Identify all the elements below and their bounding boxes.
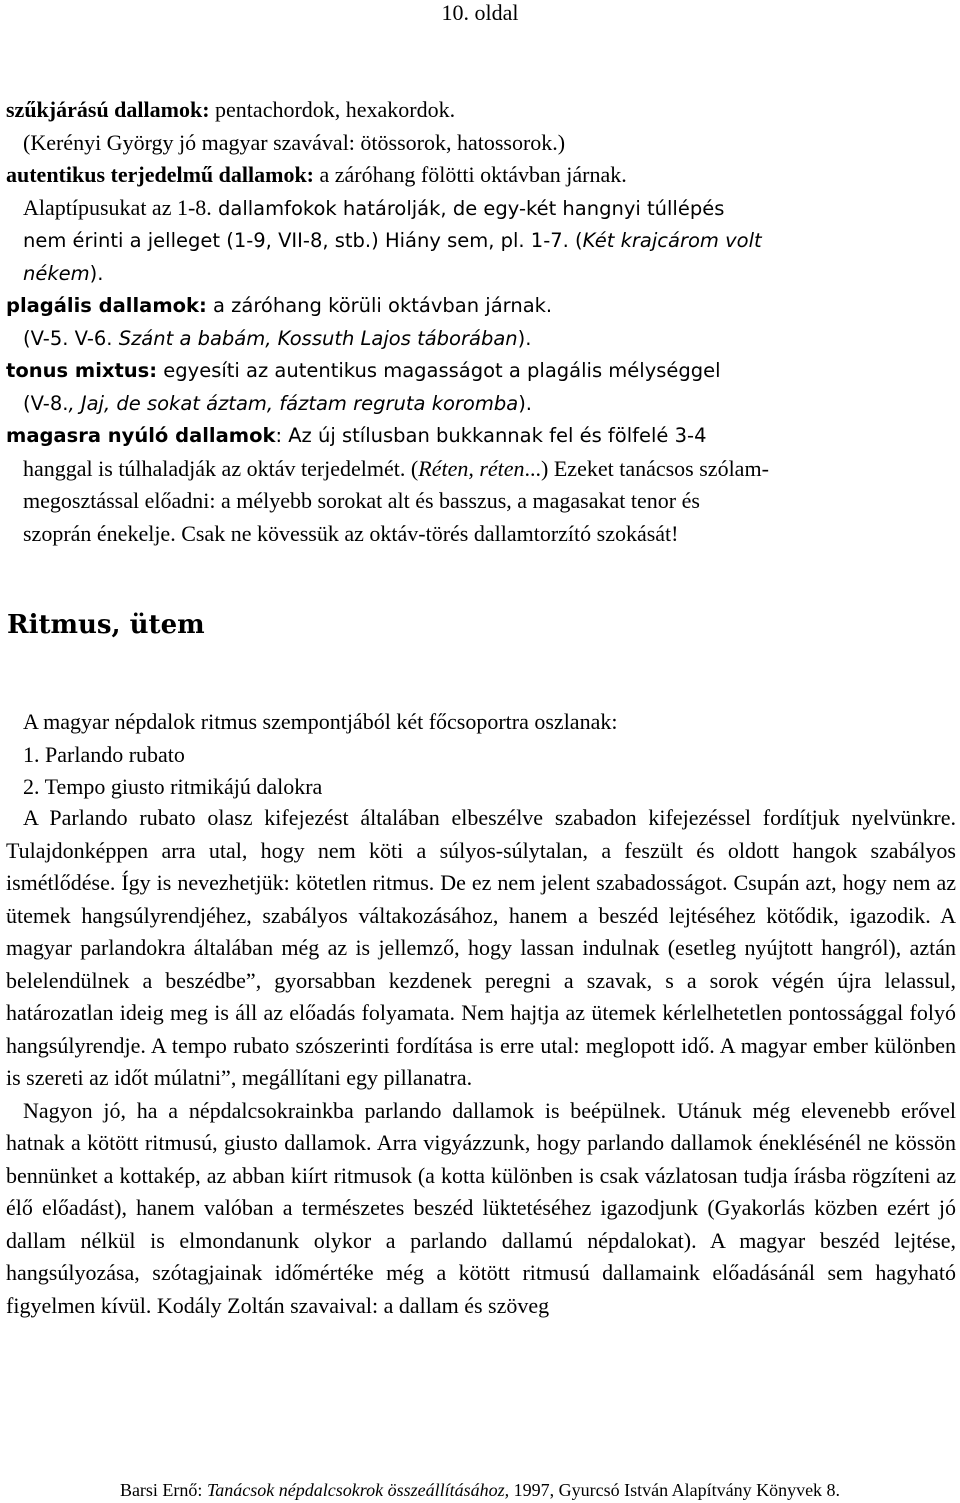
definition-text: nem érinti a jelleget (1-9, VII-8, stb.) Hiány sem, pl. 1-7. ( bbox=[23, 229, 583, 252]
definition-authentic bbox=[6, 159, 956, 192]
definition-text: ...) Ezeket tanácsos szólam- bbox=[524, 455, 769, 481]
footer-author: Barsi Ernő: bbox=[119, 1480, 207, 1500]
footer-publication: 1997, Gyurcsó István Alapítvány Könyvek 8. bbox=[509, 1480, 841, 1500]
footer-title: Tanácsok népdalcsokrok összeállításához, bbox=[206, 1480, 510, 1500]
definition-note: (Kerényi György jó magyar szavával: ötössorok, hatossorok.) bbox=[23, 129, 566, 155]
definition-text: egyesíti az autentikus magasságot a plagális mélységgel bbox=[157, 359, 721, 382]
definition-text: (V-8. bbox=[23, 391, 69, 415]
definition-text: Alaptípusukat az 1-8. bbox=[23, 194, 212, 220]
rhythm-intro bbox=[6, 706, 956, 804]
melody-definitions bbox=[6, 94, 956, 550]
definition-line bbox=[6, 388, 956, 421]
definition-text: dallamfokok határolják, de egy-két hangnyi túllépés bbox=[211, 196, 725, 220]
paragraph: Nagyon jó, ha a népdalcsokrainkba parlando dallamok is beépülnek. Utánuk még elevenebb erővel hatnak a kötött ritmusú, giusto dallamok. Arra vigyázzunk, hogy parlando dallamok éneklésénél ne kössön bennünket a kottakép, az abban kiírt ritmusok (a kotta különben is csak vázlatosan tudja írásba rögzíteni az élő előadást), hanem valóban a természetes beszéd lüktetéséhez igazodjunk (Gyakorlás közben ezért jó dallam nélkül is elmondanunk olykor a parlando dallamú népdalokat). A magyar beszéd lejtése, hangsúlyozása, szótagjainak időmértéke még a kötött ritmusú dallamaink előadásánál sem hagyható figyelmen kívül. Kodály Zoltán szavaival: a dallam és szöveg bbox=[6, 1097, 956, 1318]
intro-list-item: 1. Parlando rubato bbox=[23, 741, 185, 767]
intro-line: A magyar népdalok ritmus szempontjából két főcsoportra oszlanak: bbox=[23, 709, 618, 734]
definition-text: : Az új stílusban bukkannak fel és fölfelé 3-4 bbox=[275, 424, 707, 447]
intro-list-item: 2. Tempo giusto ritmikájú dalokra bbox=[23, 774, 323, 799]
definition-line bbox=[6, 225, 956, 258]
definition-text: ). bbox=[518, 391, 532, 415]
page-footer bbox=[0, 1479, 960, 1501]
definition-text: a záróhang fölötti oktávban járnak. bbox=[314, 162, 627, 187]
paragraph: A Parlando rubato olasz kifejezést általában elbeszélve szabadon kifejezéssel fordítjuk nyelvünkre. Tulajdonképpen arra utal, hogy nem köti a súlyos-súlytalan, a feszült és oldott hangok szabályos ismétlődése. Így is nevezhetjük: kötetlen ritmus. De ez nem jelent szabadosságot. Csupán azt, hogy nem az ütemek hangsúlyrendjéhez, szabályos váltakozásához, hanem a beszéd lejtéséhez kötődik, igazodik. A magyar parlandokra általában még az is jellemző, hogy lassan indulnak (esetleg nyújtott hangról), aztán belelendülnek a beszédbe”, gyorsabban kezdenek peregni a szavak, s a sorok végén újra lelassul, határozatlan ideig meg is áll az előadás folyamata. Nem hajtja az ütemek kérlelhetetlen pontossággal folyó hangsúlyrendje. A tempo rubato szószerinti fordítása is erre utal: meglopott idő. A magyar ember különben is szereti az időt múlatni”, megállítani egy pillanatra. bbox=[6, 805, 956, 1090]
term-label: plagális dallamok: bbox=[6, 294, 207, 317]
song-title: Réten, réten bbox=[418, 455, 525, 481]
definition-line bbox=[6, 258, 956, 291]
term-label: magasra nyúló dallamok bbox=[6, 424, 276, 447]
definition-narrow bbox=[6, 94, 956, 127]
term-label: szűkjárású dallamok: bbox=[6, 97, 210, 122]
term-label: tonus mixtus: bbox=[6, 359, 158, 382]
definition-text: hanggal is túlhaladják az oktáv terjedelmét. ( bbox=[23, 455, 419, 481]
definition-line: megosztással előadni: a mélyebb sorokat alt és basszus, a magasakat tenor és bbox=[23, 488, 700, 513]
definition-text: pentachordok, hexakordok. bbox=[209, 97, 456, 122]
body-text bbox=[6, 802, 956, 1322]
definition-text: a záróhang körüli oktávban járnak. bbox=[206, 294, 553, 317]
definition-line bbox=[6, 192, 956, 226]
definition-mixtus bbox=[6, 355, 956, 388]
definition-line bbox=[6, 323, 956, 356]
song-title: nékem bbox=[23, 261, 90, 285]
definition-line bbox=[6, 453, 956, 486]
term-label: autentikus terjedelmű dallamok: bbox=[6, 162, 314, 187]
definition-high bbox=[6, 420, 956, 453]
page-number: 10. oldal bbox=[441, 0, 519, 25]
song-title: Szánt a babám, Kossuth Lajos táborában bbox=[118, 326, 518, 350]
definition-text: ). bbox=[89, 261, 104, 285]
definition-text: ). bbox=[517, 326, 532, 350]
definition-plagal bbox=[6, 290, 956, 323]
song-title: , Jaj, de sokat áztam, fáztam regruta koromba bbox=[68, 391, 519, 415]
section-heading: Ritmus, ütem bbox=[7, 610, 205, 640]
definition-line: szoprán énekelje. Csak ne kövessük az oktáv-törés dallamtorzító szokását! bbox=[23, 520, 679, 546]
song-title: Két krajcárom volt bbox=[582, 229, 762, 252]
definition-text: (V-5. V-6. bbox=[23, 326, 119, 350]
